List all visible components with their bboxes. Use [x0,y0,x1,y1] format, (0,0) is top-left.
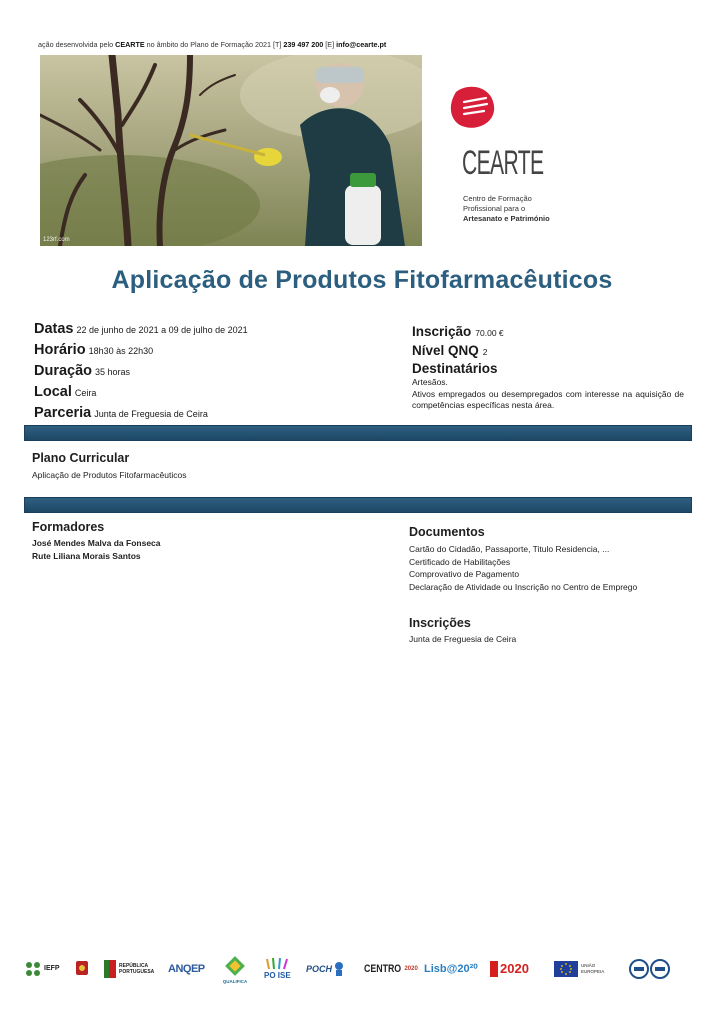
header-org: CEARTE [115,40,145,49]
destinatarios-line1: Artesãos. [412,377,448,387]
qualifica-icon [222,953,248,979]
documentos-title: Documentos [409,525,485,539]
iefp-label: IEFP [44,965,60,972]
header-line [38,40,386,49]
republica-portuguesa-icon [104,960,116,978]
course-title: Aplicação de Produtos Fitofarmacêuticos [111,266,613,294]
detail-inscricao-label: Inscrição [412,324,472,339]
detail-local-label: Local [34,384,72,400]
detail-inscricao-value: 70.00 € [475,328,504,338]
detail-duracao-label: Duração [34,363,93,379]
qualifica-logo [222,946,248,991]
qualifica-label: QUALIFICA [222,979,248,984]
detail-horario [34,340,248,361]
poise-logo [264,946,291,991]
government-logo [74,946,90,991]
documento-item: Comprovativo de Pagamento [409,569,520,579]
detail-horario-label: Horário [34,342,86,358]
centro-label: CENTRO [364,962,402,975]
certification-seals-icon [628,958,672,980]
portugal-2020-logo [490,946,529,991]
header-prefix: ação desenvolvida pelo [38,40,116,49]
centro-suffix: 2020 [404,965,418,972]
iefp-logo [24,946,60,991]
poch-label: POCH [306,963,333,974]
documento-item: Certificado de Habilitações [409,556,511,567]
uniao-europeia-logo [554,946,617,991]
section-divider-bar [24,425,692,441]
logo-sub-line2: Profissional para o [463,204,526,213]
header-phone: 239 497 200 [283,40,324,49]
cearte-logo-name: CEARTE [462,144,544,182]
documentos-list [409,543,637,593]
lisboa-label: Lisb@20²⁰ [424,963,478,975]
republica-portuguesa-logo [104,946,159,991]
detail-duracao [34,361,248,382]
detail-local [34,382,248,403]
formadores-list [32,537,161,562]
detail-nivel [412,342,684,361]
photo-credit: 123rf.com [43,237,70,243]
detail-parceria-value: Junta de Freguesia de Ceira [94,409,208,419]
coat-of-arms-icon [74,959,90,979]
detail-destinatarios-text [412,377,684,412]
poise-icon [265,957,289,971]
documento-item: Declaração de Atividade ou Inscrição no Centro de Emprego [409,581,638,592]
plano-curricular-text: Aplicação de Produtos Fitofarmacêuticos [32,470,187,480]
poch-icon [332,961,346,977]
detail-nivel-label: Nível QNQ [412,343,479,358]
pesticide-spraying-illustration [40,55,422,246]
course-details-left [34,319,248,424]
formadores-title: Formadores [32,520,105,534]
detail-datas-label: Datas [34,321,74,337]
detail-parceria-label: Parceria [34,405,92,421]
header-email: info@cearte.pt [336,40,387,49]
funding-logos-strip [24,946,684,991]
republica-label: REPÚBLICA PORTUGUESA [119,962,155,975]
detail-datas [34,319,248,340]
cearte-logo-icon [448,84,500,132]
detail-nivel-value: 2 [482,347,488,357]
documento-item: Cartão do Cidadão, Passaporte, Titulo Residencia, ... [409,544,610,554]
iefp-icon [24,960,42,978]
detail-horario-value: 18h30 às 22h30 [88,346,154,356]
centro-2020-logo [364,946,418,991]
eu-flag-icon [554,961,578,977]
destinatarios-line2: Ativos empregados ou desempregados com interesse na aquisição de competências específicas nesta área. [412,388,684,410]
ue-label: UNIÃO EUROPEIA [581,962,605,974]
formador-name: José Mendes Malva da Fonseca [32,538,161,548]
inscricoes-text: Junta de Freguesia de Ceira [409,634,517,644]
detail-datas-value: 22 de junho de 2021 a 09 de julho de 2021 [76,325,248,335]
hero-photo [40,55,422,246]
course-details-right [412,323,684,412]
detail-parceria [34,403,248,424]
poise-label: PO ISE [264,971,291,980]
detail-local-value: Ceira [74,388,97,398]
detail-duracao-value: 35 horas [95,367,131,377]
lisboa-2020-logo [424,946,478,991]
plano-curricular-title: Plano Curricular [32,451,130,465]
portugal-2020-label: 2020 [500,961,529,976]
portugal-2020-icon [490,961,498,977]
poch-logo [306,946,346,991]
inscricoes-title: Inscrições [409,616,471,630]
header-middle: no âmbito do Plano de Formação 2021 [T] [144,40,284,49]
detail-inscricao [412,323,684,342]
cearte-logo [448,84,588,234]
anqep-label: ANQEP [168,962,205,975]
section-divider-bar [24,497,692,513]
logo-sub-line1: Centro de Formação [463,194,532,203]
header-email-label: [E] [323,40,337,49]
cearte-logo-subtitle [463,194,550,224]
logo-sub-line3: Artesanato e Património [463,214,550,223]
formador-name: Rute Liliana Morais Santos [32,550,141,561]
anqep-logo [168,946,205,991]
detail-destinatarios-label: Destinatários [412,361,498,376]
partner-seals [628,946,672,991]
